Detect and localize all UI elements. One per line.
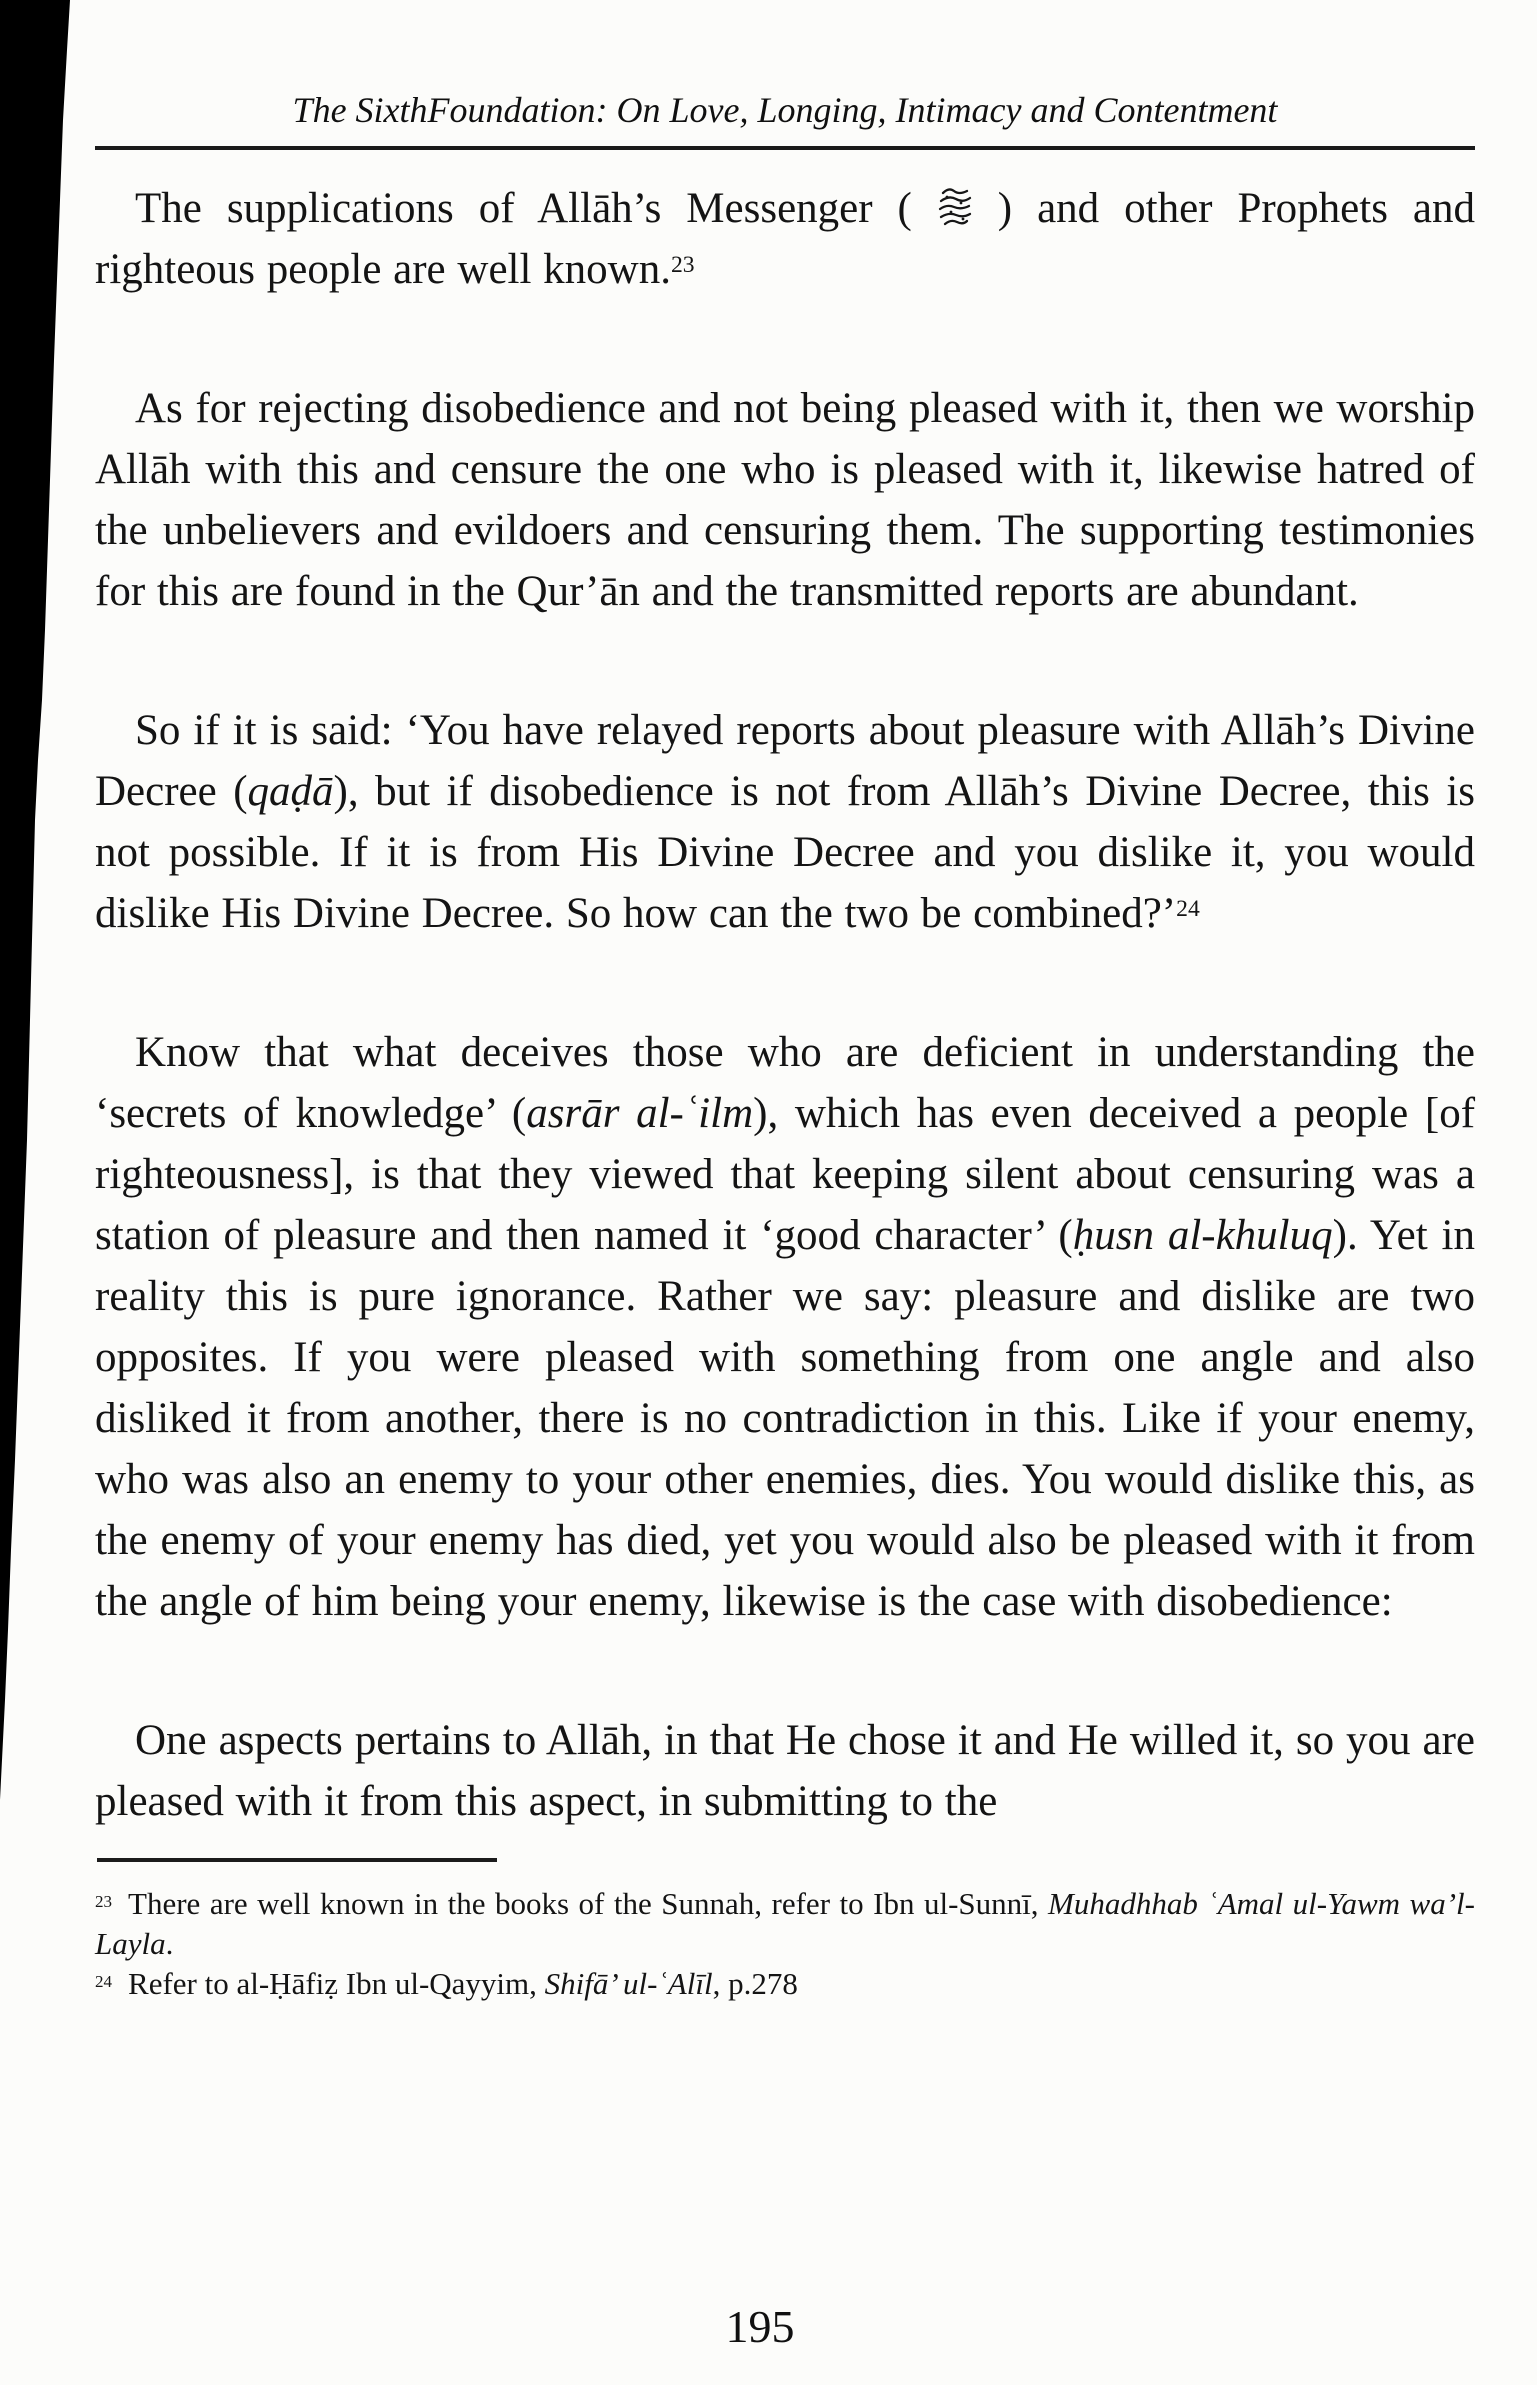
- footnote-marker: 24: [95, 1972, 113, 1992]
- scan-gutter-shadow-icon: [0, 0, 90, 1820]
- footnote-24: [95, 1964, 1475, 2004]
- footnotes-section: [95, 1858, 1475, 2004]
- running-header-title: The SixthFoundation: On Love, Longing, Intimacy and Contentment: [292, 90, 1278, 130]
- footnote-text: There are well known in the books of the Sunnah, refer to Ibn ul-Sunnī, Muhadhhab ʿAmal ul-Yawm wa’l-Layla.: [95, 1886, 1475, 1961]
- body-text: [95, 178, 1475, 1832]
- paragraph-2: As for rejecting disobedience and not being pleased with it, then we worship Allāh with this and censure the one who is pleased with it, likewise hatred of the unbelievers and evildoers and censuring them. The supporting testimonies for this are found in the Qur’ān and the transmitted reports are abundant.: [95, 385, 1475, 615]
- paragraph-4: Know that what deceives those who are deficient in understanding the ‘secrets of knowledge’ (asrār al-ʿilm), which has even deceived a people [of righteousness], is that they viewed that keeping silent about censuring was a station of pleasure and then named it ‘good character’ (ḥusn al-khuluq). Yet in reality this is pure ignorance. Rather we say: pleasure and dislike are two opposites. If you were pleased with something from one angle and also disliked it from another, there is no contradiction in this. Like if your enemy, who was also an enemy to your other enemies, dies. You would dislike this, as the enemy of your enemy has died, yet you would also be pleased with it from the angle of him being your enemy, likewise is the case with disobedience:: [95, 1029, 1476, 1625]
- paragraph-3: So if it is said: ‘You have relayed reports about pleasure with Allāh’s Divine Decree (qaḍā), but if disobedience is not from Allāh’s Divine Decree, this is not possible. If it is from His Divine Decree and you dislike it, you would dislike His Divine Decree. So how can the two be combined?’$^{24}$: [95, 707, 1475, 937]
- footnote-text: Refer to al-Ḥāfiẓ Ibn ul-Qayyim, Shifā’ ul-ʿAlīl, p.278: [128, 1966, 798, 2001]
- paragraph-5: One aspects pertains to Allāh, in that He chose it and He willed it, so you are pleased with it from this aspect, in submitting to the: [95, 1717, 1475, 1825]
- footnote-23: [95, 1884, 1475, 1964]
- footnote-rule: [97, 1858, 497, 1862]
- page-number: 195: [725, 2301, 795, 2352]
- footnote-marker: 23: [95, 1892, 113, 1912]
- page-content: [95, 88, 1475, 2004]
- header-rule: [95, 146, 1475, 150]
- page-header: [95, 88, 1475, 150]
- pbuh-honorific-icon: [937, 186, 973, 230]
- paragraph-1: The supplications of Allāh’s Messenger ( ) and other Prophets and righteous people are well known.$^{23}$: [95, 185, 1475, 293]
